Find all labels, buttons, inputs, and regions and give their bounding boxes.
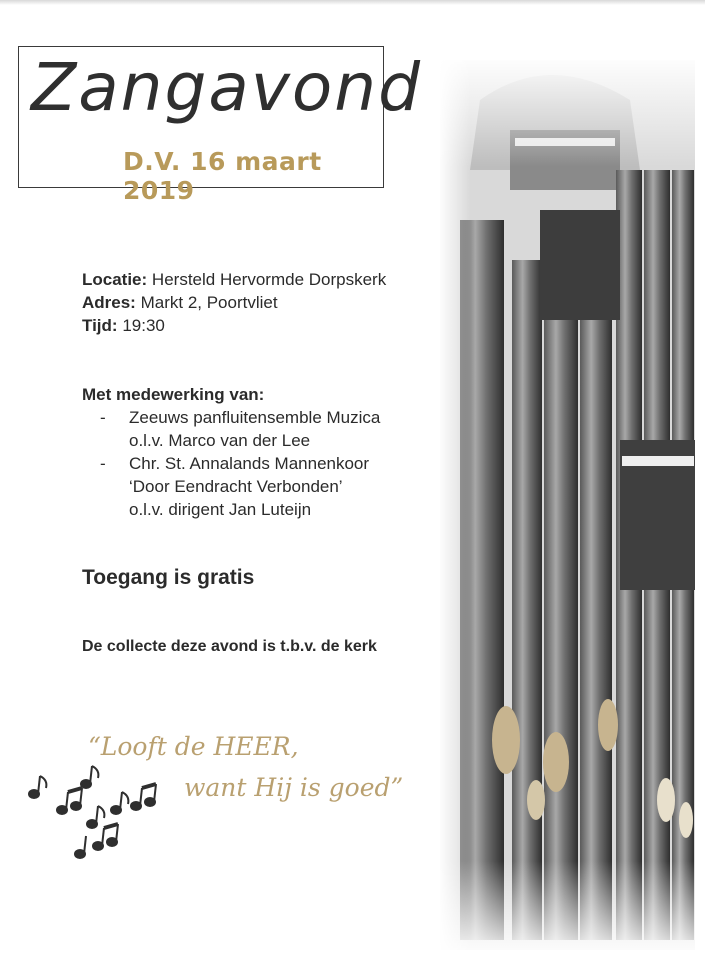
toegang-text: Toegang is gratis [82, 566, 255, 589]
locatie-label: Locatie: [82, 270, 148, 289]
collecte-text: De collecte deze avond is t.b.v. de kerk [82, 638, 377, 655]
event-date: D.V. 16 maart 2019 [123, 147, 322, 205]
quote-line-1: “Looft de HEER, [88, 732, 299, 761]
quote-line-2: want Hij is goed” [184, 773, 404, 802]
info-row-tijd [82, 314, 386, 337]
title-box [18, 46, 422, 205]
list-item-line: o.l.v. Marco van der Lee [129, 431, 311, 450]
medewerking-section [82, 383, 380, 521]
locatie-value: Hersteld Hervormde Dorpskerk [151, 270, 387, 289]
adres-value: Markt 2, Poortvliet [140, 293, 278, 312]
list-dash: - [100, 454, 106, 473]
tijd-value: 19:30 [122, 316, 165, 335]
list-item-line: Chr. St. Annalands Mannenkoor [129, 454, 370, 473]
music-notes-icon [24, 762, 164, 872]
medewerking-heading: Met medewerking van: [82, 385, 265, 404]
list-item-line: ‘Door Eendracht Verbonden’ [129, 477, 343, 496]
info-row-locatie [82, 268, 386, 291]
list-item-line: o.l.v. dirigent Jan Luteijn [129, 500, 312, 519]
list-item [100, 452, 380, 521]
list-dash: - [100, 408, 106, 427]
tijd-label: Tijd: [82, 316, 118, 335]
adres-label: Adres: [82, 293, 136, 312]
info-row-adres [82, 291, 386, 314]
organ-pipes-image [440, 60, 695, 950]
page-top-edge [0, 0, 705, 5]
medewerking-list [82, 406, 380, 521]
list-item-line: Zeeuws panfluitensemble Muzica [129, 408, 381, 427]
page-title: Zangavond [31, 49, 422, 126]
list-item [100, 406, 380, 452]
event-info [82, 268, 386, 337]
